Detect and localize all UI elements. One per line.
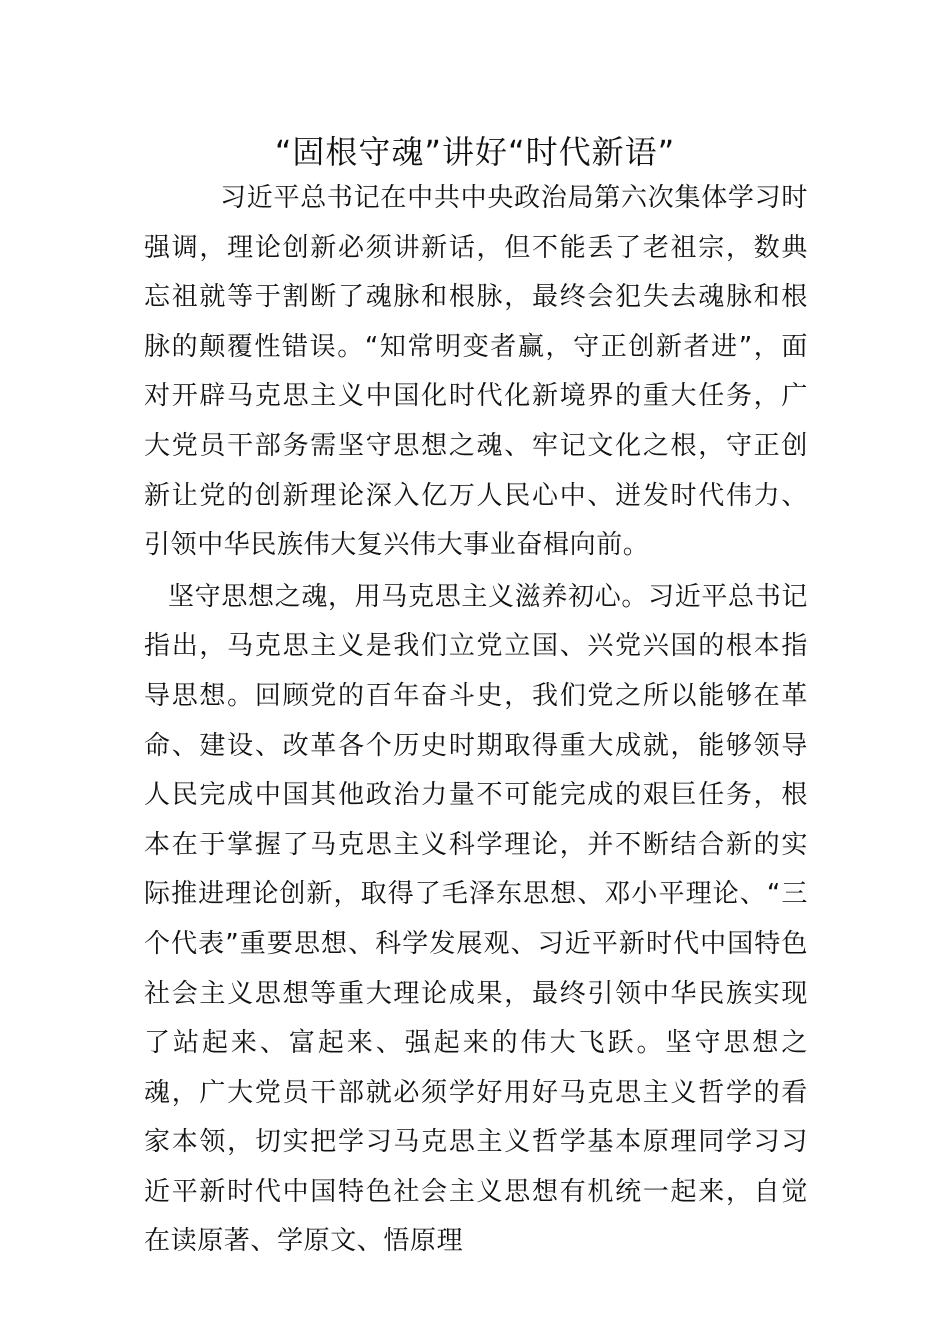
paragraph-second: 坚守思想之魂，用马克思主义滋养初心。习近平总书记指出，马克思主义是我们立党立国、兴党兴国的根本指导思想。回顾党的百年奋斗史，我们党之所以能够在革命、建设、改革各个历史时期取得重大成就，能够领导人民完成中国其他政治力量不可能完成的艰巨任务，根本在于掌握了马克思主义科学理论，并不断结合新的实际推进理论创新，取得了毛泽东思想、邓小平理论、“三个代表”重要思想、科学发展观、习近平新时代中国特色社会主义思想等重大理论成果，最终引领中华民族实现了站起来、富起来、强起来的伟大飞跃。坚守思想之魂，广大党员干部就必须学好用好马克思主义哲学的看家本领，切实把学习马克思主义哲学基本原理同学习习近平新时代中国特色社会主义思想有机统一起来，自觉在读原著、学原文、悟原理: [144, 581, 808, 1257]
document-body: [144, 174, 808, 1267]
document-title: “固根守魂”讲好“时代新语”: [274, 133, 676, 171]
paragraph-intro: 习近平总书记在中共中央政治局第六次集体学习时强调，理论创新必须讲新话，但不能丢了老祖宗，数典忘祖就等于割断了魂脉和根脉，最终会犯失去魂脉和根脉的颠覆性错误。“知常明变者赢，守正创新者进”，面对开辟马克思主义中国化时代化新境界的重大任务，广大党员干部务需坚守思想之魂、牢记文化之根，守正创新让党的创新理论深入亿万人民心中、迸发时代伟力、引领中华民族伟大复兴伟大事业奋楫向前。: [144, 183, 808, 561]
